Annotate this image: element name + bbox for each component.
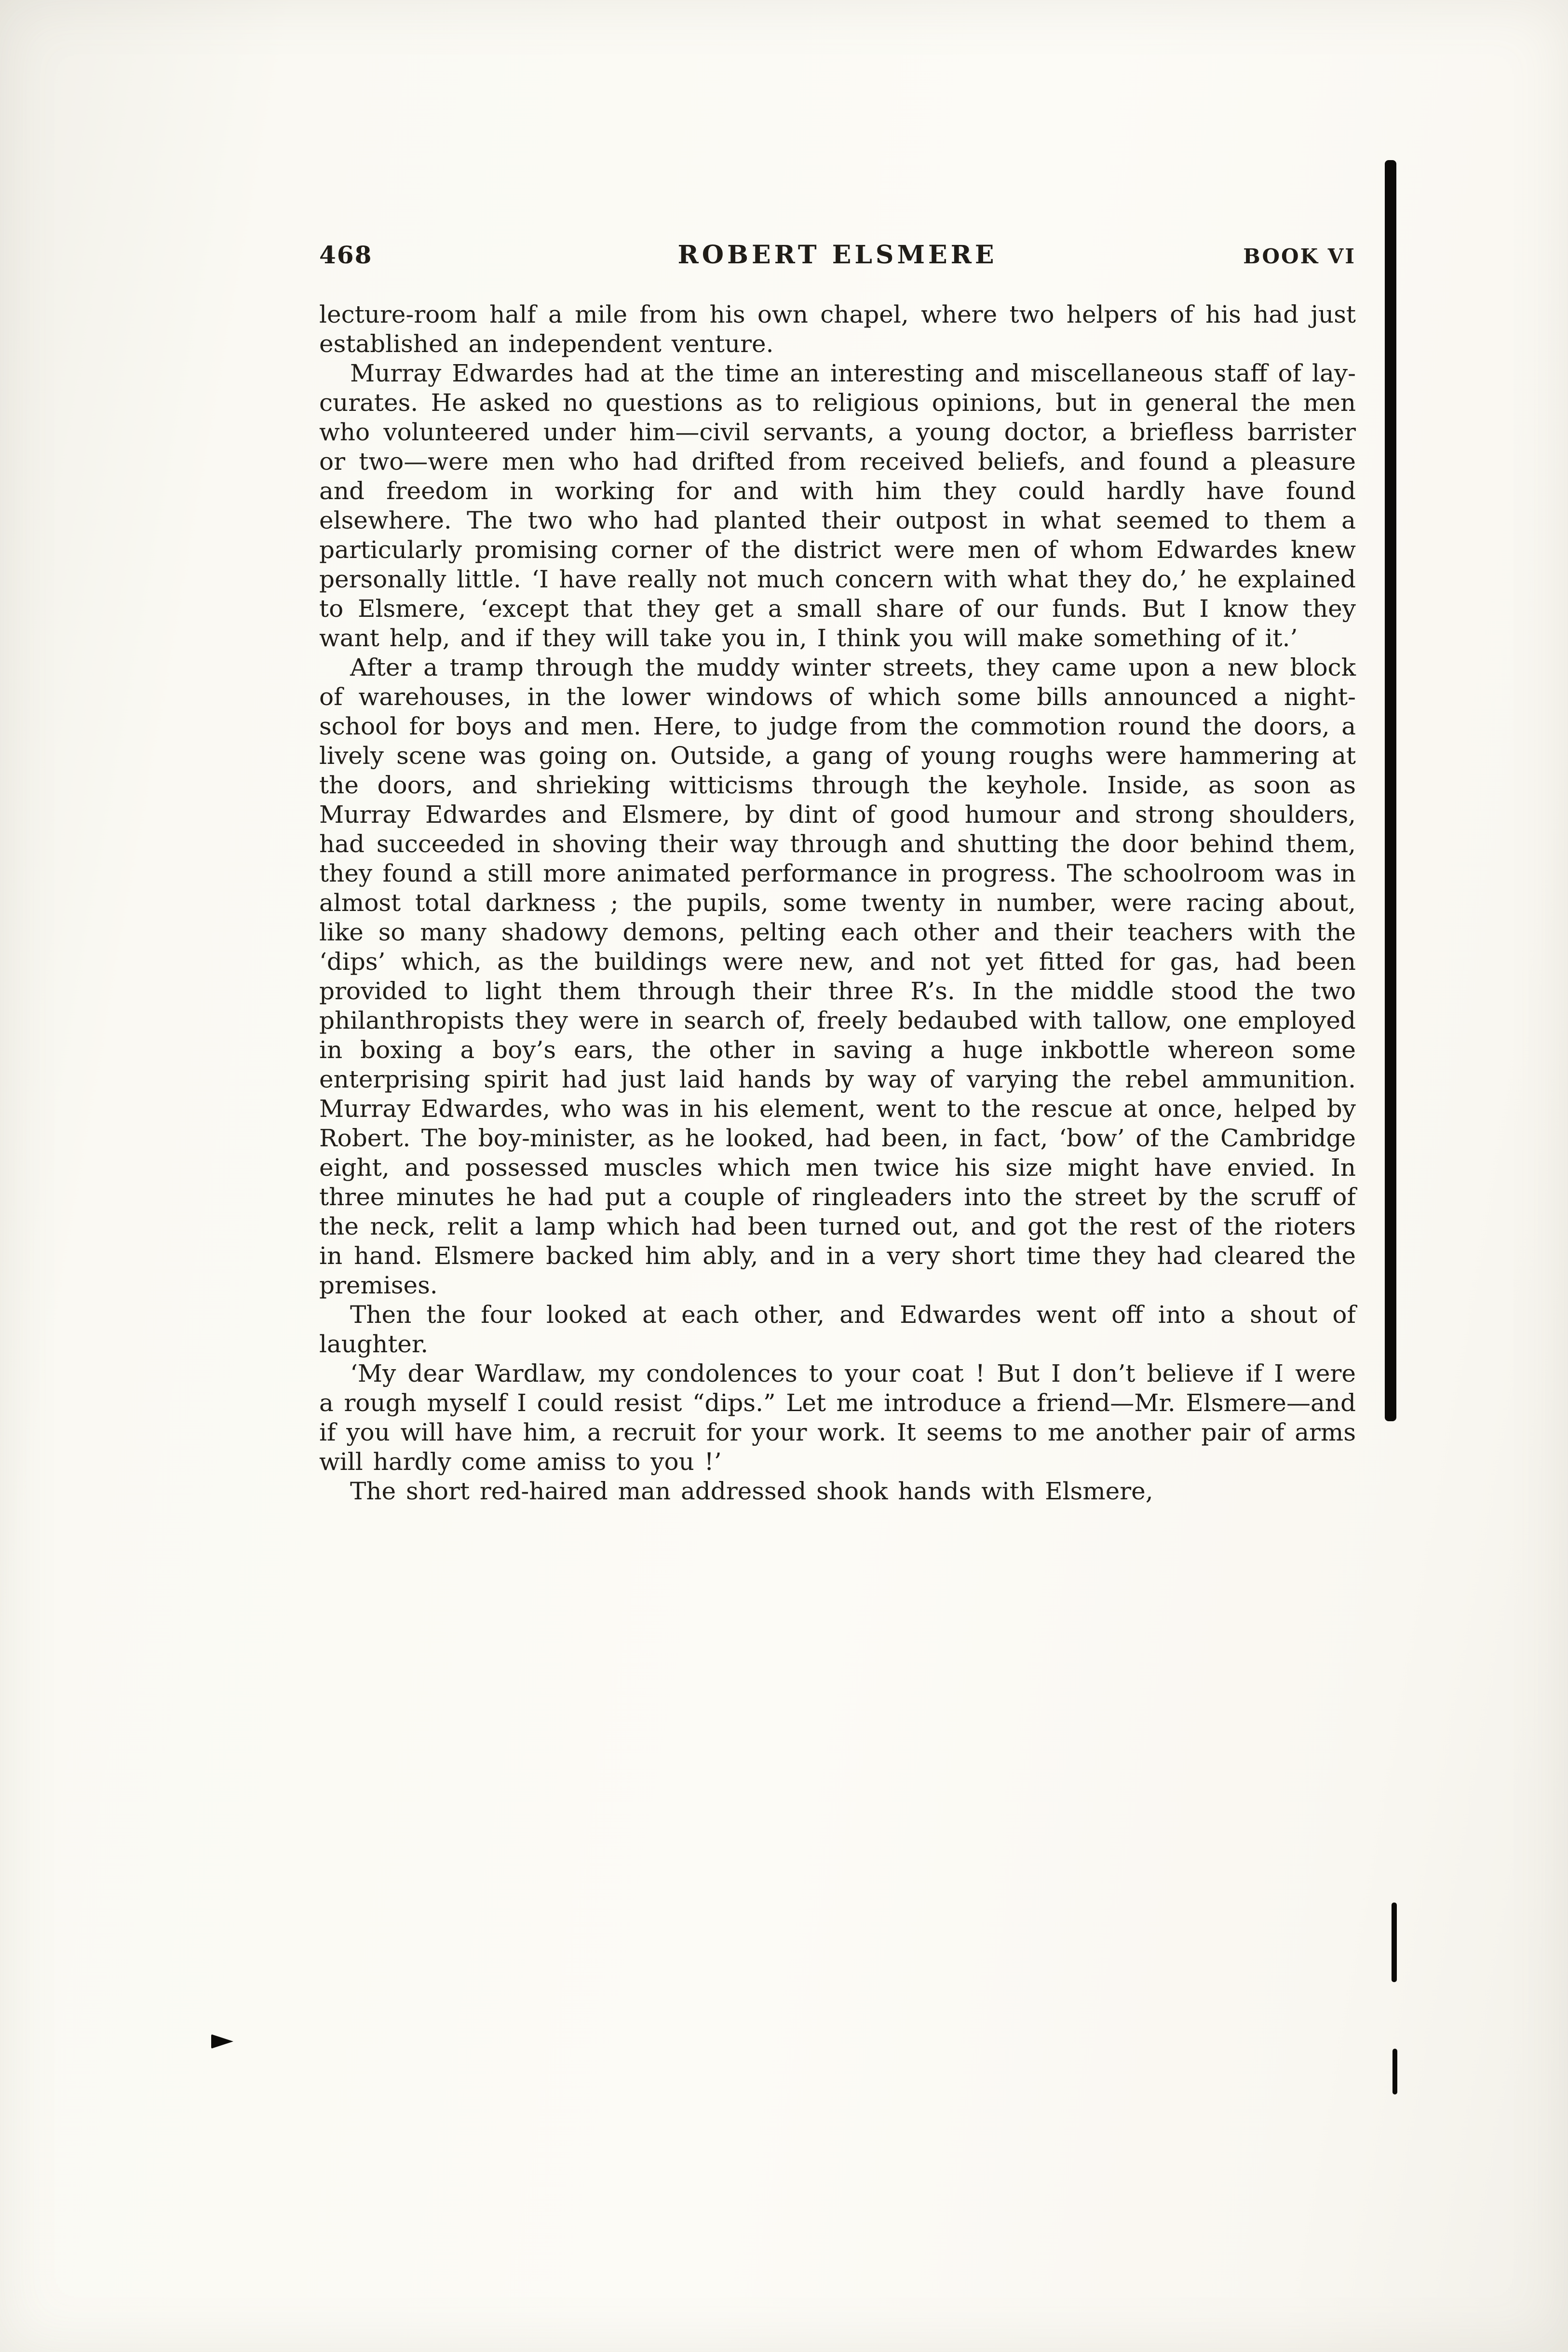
- scan-artifact-bar-segment: [1392, 1903, 1397, 1982]
- running-title: ROBERT ELSMERE: [677, 240, 998, 270]
- paragraph: Murray Edwardes had at the time an interesting and miscellaneous staff of lay-curates. He asked no questions as to religious opinions, but in general the men who volunteered under him—civil servants, a young doctor, a briefless barrister or two—were men who had drifted from received beliefs, and found a pleasure and freedom in working for and with him they could hardly have found elsewhere. The two who had planted their outpost in what seemed to them a particularly promising corner of the district were men of whom Edwardes knew personally little. ‘I have really not much concern with what they do,’ he explained to Elsmere, ‘except that they get a small share of our funds. But I know they want help, and if they will take you in, I think you will make something of it.’: [319, 359, 1356, 652]
- page-number: 468: [319, 241, 373, 269]
- scan-artifact-bar-segment: [1392, 2049, 1397, 2094]
- paragraph: lecture-room half a mile from his own chapel, where two helpers of his had just established an independent venture.: [319, 300, 1356, 358]
- paragraph: The short red-haired man addressed shook hands with Elsmere,: [350, 1477, 1153, 1505]
- page-header: [319, 240, 1356, 270]
- page-body: [319, 300, 1356, 1506]
- scan-artifact-binding-bar: [1385, 160, 1396, 1421]
- paragraph: Then the four looked at each other, and Edwardes went off into a shout of laughter.: [319, 1301, 1356, 1358]
- paragraph: ‘My dear Wardlaw, my condolences to your coat ! But I don’t believe if I were a rough myself I could resist “dips.” Let me introduce a friend—Mr. Elsmere—and if you will have him, a recruit for your work. It seems to me another pair of arms will hardly come amiss to you !’: [319, 1360, 1356, 1476]
- book-section-label: BOOK VI: [1243, 245, 1356, 268]
- scan-artifact-arrow-mark: [211, 2034, 233, 2049]
- paragraph: After a tramp through the muddy winter streets, they came upon a new block of warehouses, in the lower windows of which some bills announced a night-school for boys and men. Here, to judge from the commotion round the doors, a lively scene was going on. Outside, a gang of young roughs were hammering at the doors, and shrieking witticisms through the keyhole. Inside, as soon as Murray Edwardes and Elsmere, by dint of good humour and strong shoulders, had succeeded in shoving their way through and shutting the door behind them, they found a still more animated performance in progress. The schoolroom was in almost total darkness ; the pupils, some twenty in number, were racing about, like so many shadowy demons, pelting each other and their teachers with the ‘dips’ which, as the buildings were new, and not yet fitted for gas, had been provided to light them through their three R’s. In the middle stood the two philanthropists they were in search of, freely bedaubed with tallow, one employed in boxing a boy’s ears, the other in saving a huge inkbottle whereon some enterprising spirit had just laid hands by way of varying the rebel ammunition. Murray Edwardes, who was in his element, went to the rescue at once, helped by Robert. The boy-minister, as he looked, had been, in fact, ‘bow’ of the Cambridge eight, and possessed muscles which men twice his size might have envied. In three minutes he had put a couple of ringleaders into the street by the scruff of the neck, relit a lamp which had been turned out, and got the rest of the rioters in hand. Elsmere backed him ably, and in a very short time they had cleared the premises.: [319, 653, 1356, 1299]
